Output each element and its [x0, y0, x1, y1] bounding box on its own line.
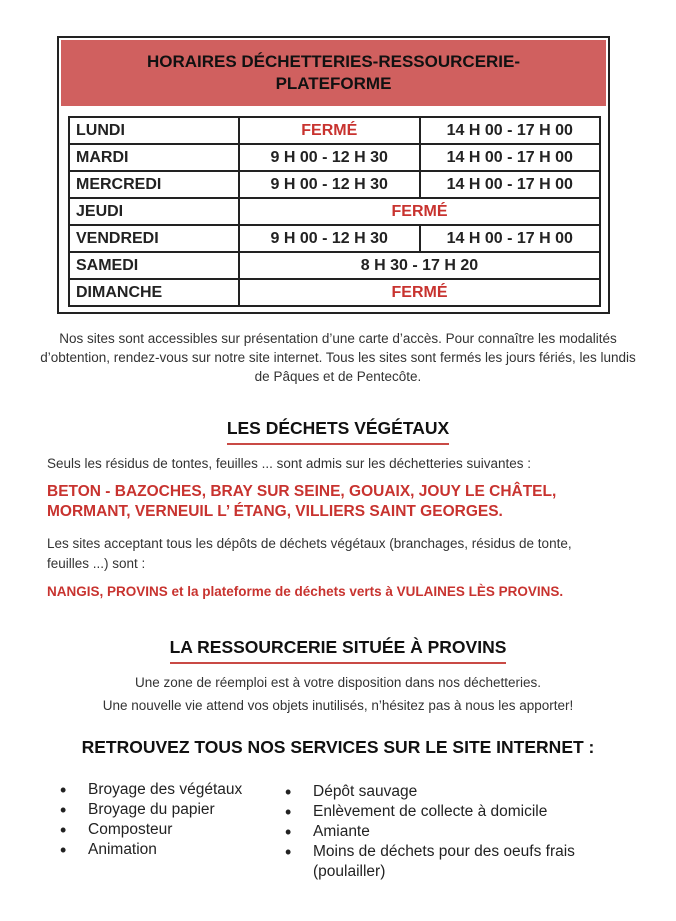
- full-day-slot: FERMÉ: [239, 279, 600, 306]
- day-label: SAMEDI: [69, 252, 239, 279]
- afternoon-slot: 14 H 00 - 17 H 00: [420, 225, 601, 252]
- services-list-right: [285, 782, 605, 882]
- list-item: • Amiante: [285, 822, 605, 842]
- schedule-table: [68, 116, 601, 307]
- vegetaux-heading-wrap: [0, 418, 676, 445]
- ressourcerie-line1: Une zone de réemploi est à votre disposition dans nos déchetteries.: [135, 675, 541, 690]
- day-label: JEUDI: [69, 198, 239, 225]
- full-day-slot: FERMÉ: [239, 198, 600, 225]
- schedule-title: HORAIRES DÉCHETTERIES-RESSOURCERIE-PLATEFORME: [146, 52, 521, 93]
- day-label: LUNDI: [69, 117, 239, 144]
- list-item: • Enlèvement de collecte à domicile: [285, 802, 605, 822]
- vegetaux-intro: Seuls les résidus de tontes, feuilles ... sont admis sur les déchetteries suivantes :: [47, 456, 531, 471]
- ressourcerie-heading-wrap: [0, 637, 676, 664]
- list-item: • Dépôt sauvage: [285, 782, 605, 802]
- schedule-row-thursday: [69, 198, 600, 225]
- morning-slot: FERMÉ: [239, 117, 420, 144]
- schedule-row-tuesday: [69, 144, 600, 171]
- day-label: VENDREDI: [69, 225, 239, 252]
- day-label: DIMANCHE: [69, 279, 239, 306]
- access-note: Nos sites sont accessibles sur présentation d’une carte d’accès. Pour connaître les modalités d’obtention, rendez-vous sur notre site internet. Tous les sites sont fermés les jours fériés, les lundis de Pâques et de Pentecôte.: [40, 331, 636, 384]
- schedule-title-band: [61, 40, 606, 106]
- list-item: • Animation: [60, 840, 275, 860]
- afternoon-slot: 14 H 00 - 17 H 00: [420, 144, 601, 171]
- vegetaux-all-sites: NANGIS, PROVINS et la plateforme de déchets verts à VULAINES LÈS PROVINS.: [47, 584, 564, 599]
- vegetaux-heading: LES DÉCHETS VÉGÉTAUX: [227, 418, 449, 445]
- morning-slot: 9 H 00 - 12 H 30: [239, 225, 420, 252]
- services-list-left: [60, 780, 275, 860]
- morning-slot: 9 H 00 - 12 H 30: [239, 171, 420, 198]
- ressourcerie-heading: LA RESSOURCERIE SITUÉE À PROVINS: [170, 637, 507, 664]
- services-heading: RETROUVEZ TOUS NOS SERVICES SUR LE SITE INTERNET :: [81, 737, 595, 757]
- full-day-slot: 8 H 30 - 17 H 20: [239, 252, 600, 279]
- schedule-row-saturday: [69, 252, 600, 279]
- vegetaux-sites-line2: MORMANT, VERNEUIL L’ ÉTANG, VILLIERS SAINT GEORGES.: [47, 503, 503, 520]
- list-item: • Broyage du papier: [60, 800, 275, 820]
- day-label: MERCREDI: [69, 171, 239, 198]
- morning-slot: 9 H 00 - 12 H 30: [239, 144, 420, 171]
- schedule-row-sunday: [69, 279, 600, 306]
- vegetaux-all-intro: Les sites acceptant tous les dépôts de déchets végétaux (branchages, résidus de tonte, feuilles ...) sont :: [47, 536, 572, 571]
- schedule-row-friday: [69, 225, 600, 252]
- list-item: • Composteur: [60, 820, 275, 840]
- schedule-row-wednesday: [69, 171, 600, 198]
- list-item: • Broyage des végétaux: [60, 780, 275, 800]
- day-label: MARDI: [69, 144, 239, 171]
- ressourcerie-line2: Une nouvelle vie attend vos objets inutilisés, n’hésitez pas à nous les apporter!: [102, 698, 574, 713]
- afternoon-slot: 14 H 00 - 17 H 00: [420, 117, 601, 144]
- afternoon-slot: 14 H 00 - 17 H 00: [420, 171, 601, 198]
- list-item: • Moins de déchets pour des oeufs frais (poulailler): [285, 842, 605, 882]
- schedule-row-monday: [69, 117, 600, 144]
- vegetaux-sites-line1: BETON - BAZOCHES, BRAY SUR SEINE, GOUAIX, JOUY LE CHÂTEL,: [47, 483, 557, 500]
